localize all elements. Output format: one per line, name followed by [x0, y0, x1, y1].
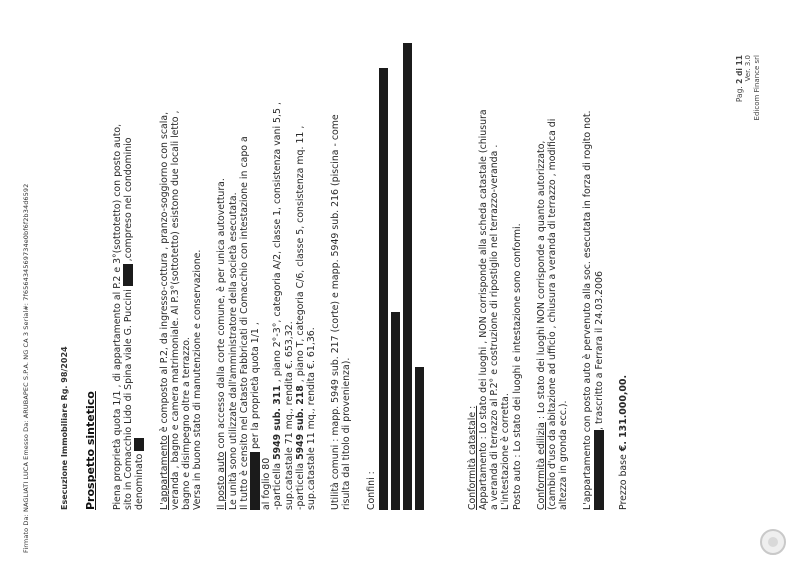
redaction-bar — [594, 430, 604, 510]
redaction-bar — [415, 367, 424, 510]
redaction-bar — [391, 312, 400, 510]
confini-label: Confini : — [365, 471, 377, 510]
header-reference: Esecuzione Immobiliare Rg. 98/2024 — [60, 346, 69, 510]
digital-signature-line: Firmato Da: NAGLIATI LUCA Emesso Da: ARUBAPEC S.P.A. NG CA 3 Serial#: 7f656434569734e0bf6f2b34d6592 — [22, 183, 30, 553]
paragraph-cadastral-conformity: Conformità catastale : Appartamento : Lo stato dei luoghi , NON corrisponde alla scheda catastale (chiusura a veranda di terrazzo al P.2° e costruzione di ripostiglio nel terrazzo-veranda . L'intestazione è corretta. Posto auto : Lo stato dei luoghi e intestazione sono conformi. — [466, 109, 523, 510]
redaction-bar — [379, 68, 388, 510]
redaction-bar — [123, 264, 133, 286]
paragraph-building-conformity: Conformità edilizia : Lo stato dei luoghi NON corrisponde a quanto autorizzato, (cambio d'uso da abitazione ad ufficio , chiusura a veranda di terrazzo , modifica di altezza in gronda ecc.). — [535, 118, 570, 510]
page-footer: Pag. 2 di 11 Ver. 3.0 Edicom Finance srl — [735, 55, 761, 121]
brand-label: Edicom Finance srl — [753, 55, 761, 121]
confini-redacted-list — [379, 38, 457, 510]
paragraph-common-utilities: Utilità comuni : mapp. 5949 sub. 217 (corte) e mapp. 5949 sub. 216 (piscina - come risulta dal titolo di provenienza). — [330, 114, 353, 510]
seal-icon — [760, 529, 786, 555]
redaction-bar — [403, 43, 412, 510]
paragraph-property: Piena proprietà quota 1/1 , di appartamento al P.2 e 3°(sottotetto) con posto auto, sito in Comacchio Lido di Spina viale G. Puccini ,compreso nel condominio denominato — [112, 123, 146, 510]
paragraph-parking: Il posto auto con accesso dalla corte comune, è per unica autovettura. Le unità sono utilizzate dall'amministratore della società esecutata. Il tutto è censito nel Catasto Fabbricati di Comacchio con intestazione in capo a per la proprietà quota 1/1 , al foglio 80 -particella 5949 sub. 311 , piano 2°-3°, categoria A/2, classe 1, consistenza vani 5,5 , sup.catastale 71 mq., rendita €. 653,32. -particella 5949 sub. 218 , piano T, categoria C/6, classe 5, consistenza mq. 11 , sup.catastale 11 mq., rendita €. 61,36. — [216, 102, 318, 510]
paragraph-provenance: L'appartamento con posto auto è pervenuto alla soc. esecutata in forza di rogito not. , trascritto a Ferrara il 24.03.2006 — [582, 110, 605, 510]
version-label: Ver. 3.0 — [744, 55, 752, 82]
base-price: Prezzo base €. 131.000,00. — [617, 374, 629, 510]
redaction-bar — [250, 452, 260, 510]
page-title: Prospetto sintetico — [84, 391, 97, 510]
paragraph-apartment: L'appartamento è composto al P.2, da ingresso-cottura , pranzo-soggiorno con scala, veranda , bagno e camera matrimoniale. Al P.3°(sottotetto) esistono due locali letto , bagno e disimpegno oltre a terrazzo. Versa in buono stato di manutenzione e conservazione. — [158, 110, 204, 510]
page-number: 2 di 11 — [735, 55, 744, 84]
redaction-bar — [134, 438, 144, 451]
document-body — [112, 38, 642, 510]
